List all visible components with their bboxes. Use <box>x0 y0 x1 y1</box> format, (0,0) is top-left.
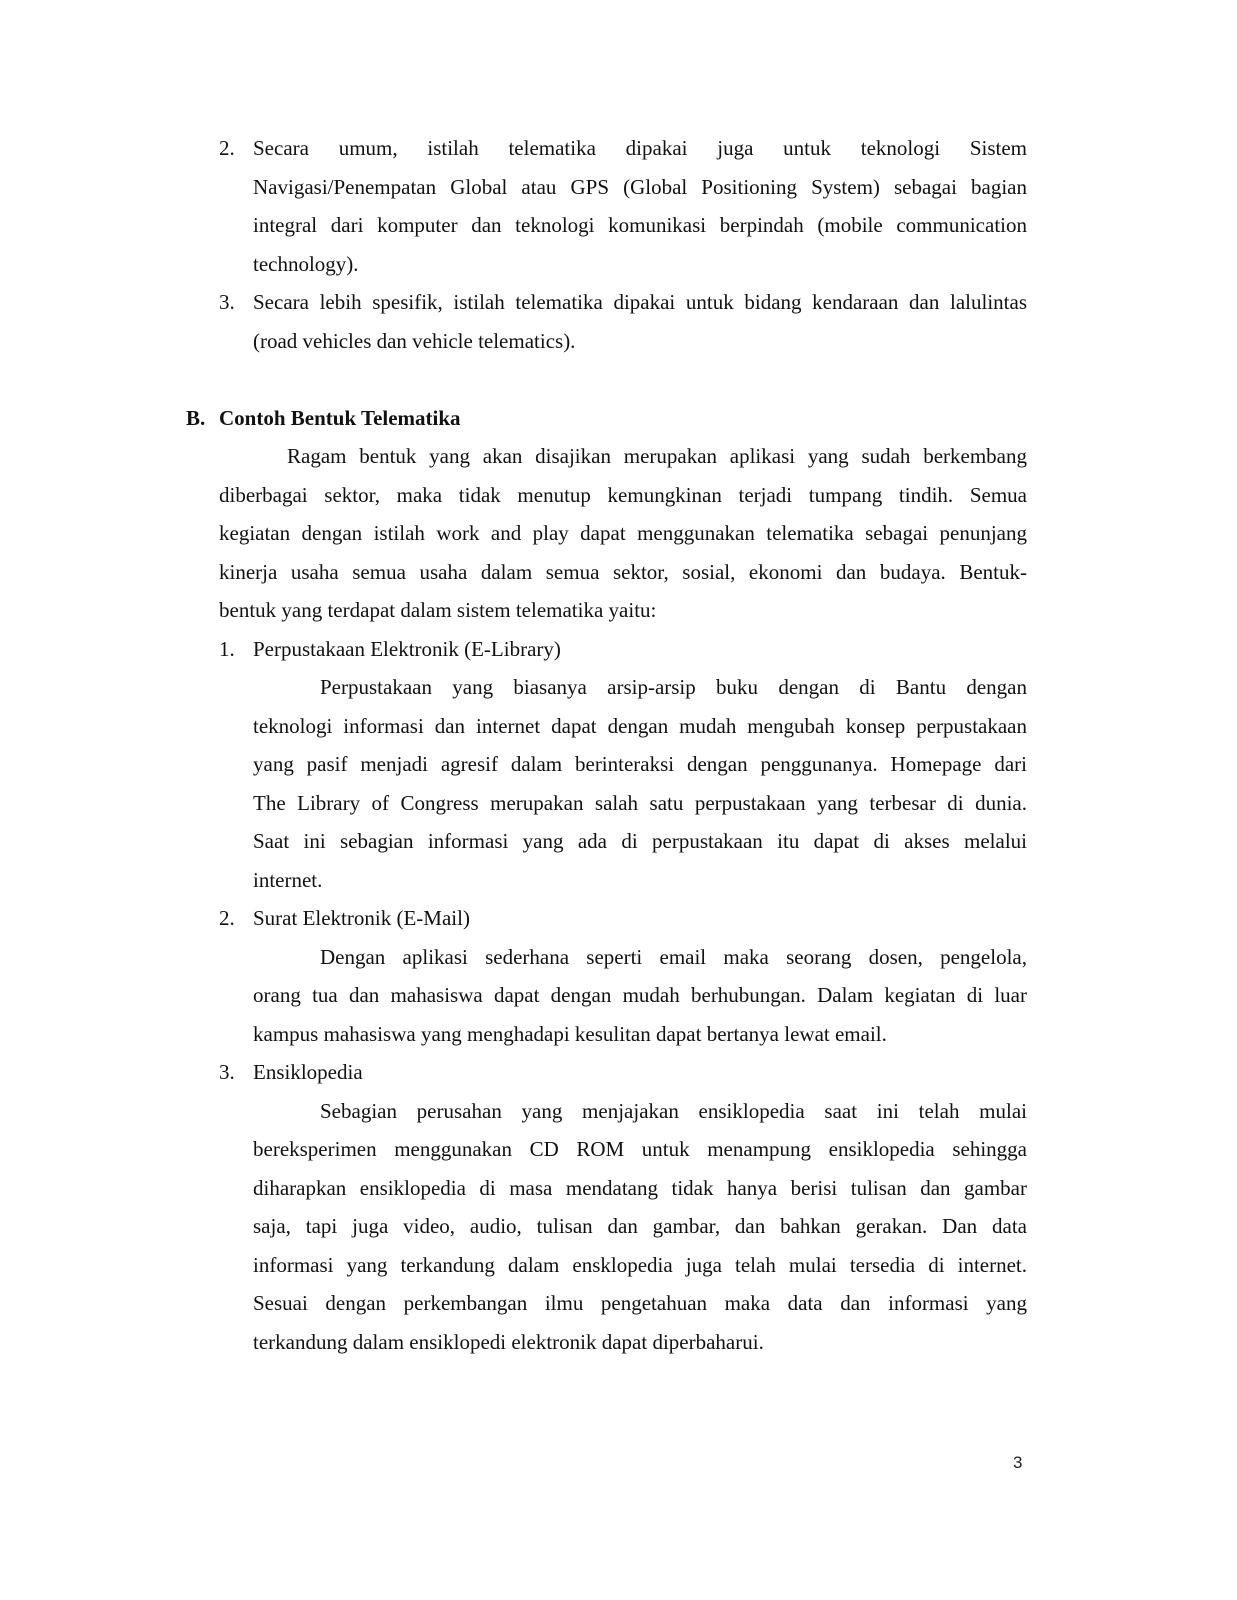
list-item-body-line-text: Perpustakaan yang biasanya arsip-arsip buku dengan di Bantu dengan <box>320 675 1027 699</box>
intro-list-item-line <box>0 283 1237 322</box>
section-intro-line-text: Ragam bentuk yang akan disajikan merupakan aplikasi yang sudah berkembang <box>287 444 1027 468</box>
section-intro-line <box>0 514 1237 553</box>
intro-list-item-line <box>0 206 1237 245</box>
list-item-title-text: Ensiklopedia <box>253 1060 363 1084</box>
page-number: 3 <box>1013 1453 1023 1472</box>
list-item-title <box>0 630 1237 669</box>
list-item-body-line <box>0 668 1237 707</box>
list-item-body-line-text: teknologi informasi dan internet dapat dengan mudah mengubah konsep perpustakaan <box>253 713 1027 738</box>
intro-list-item-line-text: integral dari komputer dan teknologi komunikasi berpindah (mobile communication <box>253 213 1027 237</box>
list-item-body-line <box>0 1284 1237 1323</box>
list-item-body-line-text: diharapkan ensiklopedia di masa mendatang tidak hanya berisi tulisan dan gambar <box>253 1175 1027 1200</box>
list-item-body-line-text: orang tua dan mahasiswa dapat dengan mudah berhubungan. Dalam kegiatan di luar <box>253 983 1027 1007</box>
list-item-body-line-text: kampus mahasiswa yang menghadapi kesulitan dapat bertanya lewat email. <box>253 1021 887 1046</box>
section-intro-line <box>0 553 1237 592</box>
list-item-body-line <box>0 1130 1237 1169</box>
list-item-body-line-text: Dengan aplikasi sederhana seperti email maka seorang dosen, pengelola, <box>320 944 1027 969</box>
list-item-body-line <box>0 1169 1237 1208</box>
intro-list-item-number: 2. <box>219 136 235 160</box>
section-letter: B. <box>186 405 206 430</box>
list-item-title-text: Perpustakaan Elektronik (E-Library) <box>253 636 561 661</box>
section-intro-line <box>0 476 1237 515</box>
intro-list-item-line <box>0 322 1237 361</box>
section-intro-line-text: diberbagai sektor, maka tidak menutup kemungkinan terjadi tumpang tindih. Semua <box>219 482 1027 507</box>
section-intro-line <box>0 591 1237 630</box>
list-item-body-line <box>0 938 1237 977</box>
list-item-number: 2. <box>219 906 235 930</box>
list-item-body-line <box>0 745 1237 784</box>
list-item-body-line <box>0 1246 1237 1285</box>
list-item-body-line-text: Sesuai dengan perkembangan ilmu pengetahuan maka data dan informasi yang <box>253 1291 1027 1315</box>
list-item-body-line <box>0 1092 1237 1131</box>
intro-list-item-line-text: (road vehicles dan vehicle telematics). <box>253 328 576 353</box>
intro-list-item-line <box>0 245 1237 284</box>
section-title: Contoh Bentuk Telematika <box>219 405 461 430</box>
list-item-body-line <box>0 976 1237 1015</box>
section-intro-line-text: bentuk yang terdapat dalam sistem telematika yaitu: <box>219 598 657 622</box>
list-item-title <box>0 899 1237 938</box>
intro-list-item-line-text: Navigasi/Penempatan Global atau GPS (Global Positioning System) sebagai bagian <box>253 174 1027 199</box>
intro-list-item-line-text: technology). <box>253 251 359 276</box>
list-item-number: 3. <box>219 1060 235 1084</box>
list-item-title <box>0 1053 1237 1092</box>
spacer <box>0 360 1237 399</box>
list-item-body-line-text: terkandung dalam ensiklopedi elektronik dapat diperbaharui. <box>253 1329 764 1354</box>
document-page <box>0 129 1237 1361</box>
list-item-body-line <box>0 784 1237 823</box>
intro-list-item-line <box>0 129 1237 168</box>
list-item-body-line <box>0 822 1237 861</box>
list-item-body-line-text: yang pasif menjadi agresif dalam berinteraksi dengan penggunanya. Homepage dari <box>253 752 1027 776</box>
list-item-body-line-text: Saat ini sebagian informasi yang ada di perpustakaan itu dapat di akses melalui <box>253 829 1027 853</box>
intro-list-item-number: 3. <box>219 290 235 314</box>
list-item-body-line <box>0 1207 1237 1246</box>
section-intro-line <box>0 437 1237 476</box>
list-item-body-line <box>0 707 1237 746</box>
list-item-number: 1. <box>219 636 235 661</box>
list-item-body-line-text: bereksperimen menggunakan CD ROM untuk menampung ensiklopedia sehingga <box>253 1137 1027 1161</box>
list-item-body-line-text: internet. <box>253 867 323 892</box>
list-item-body-line-text: informasi yang terkandung dalam ensklopedia juga telah mulai tersedia di internet. <box>253 1252 1027 1277</box>
list-item-body-line-text: saja, tapi juga video, audio, tulisan dan gambar, dan bahkan gerakan. Dan data <box>253 1214 1027 1238</box>
intro-list-item-line-text: Secara umum, istilah telematika dipakai juga untuk teknologi Sistem <box>253 136 1027 160</box>
intro-list-item-line <box>0 168 1237 207</box>
list-item-body-line <box>0 1323 1237 1362</box>
section-heading <box>0 399 1237 438</box>
intro-list-item-line-text: Secara lebih spesifik, istilah telematika dipakai untuk bidang kendaraan dan lalulintas <box>253 290 1027 314</box>
section-intro-line-text: kinerja usaha semua usaha dalam semua sektor, sosial, ekonomi dan budaya. Bentuk- <box>219 559 1027 584</box>
list-item-body-line-text: The Library of Congress merupakan salah satu perpustakaan yang terbesar di dunia. <box>253 790 1027 815</box>
list-item-title-text: Surat Elektronik (E-Mail) <box>253 906 470 930</box>
list-item-body-line <box>0 1015 1237 1054</box>
list-item-body-line <box>0 861 1237 900</box>
list-item-body-line-text: Sebagian perusahan yang menjajakan ensiklopedia saat ini telah mulai <box>320 1098 1027 1123</box>
section-intro-line-text: kegiatan dengan istilah work and play dapat menggunakan telematika sebagai penunjang <box>219 521 1027 545</box>
